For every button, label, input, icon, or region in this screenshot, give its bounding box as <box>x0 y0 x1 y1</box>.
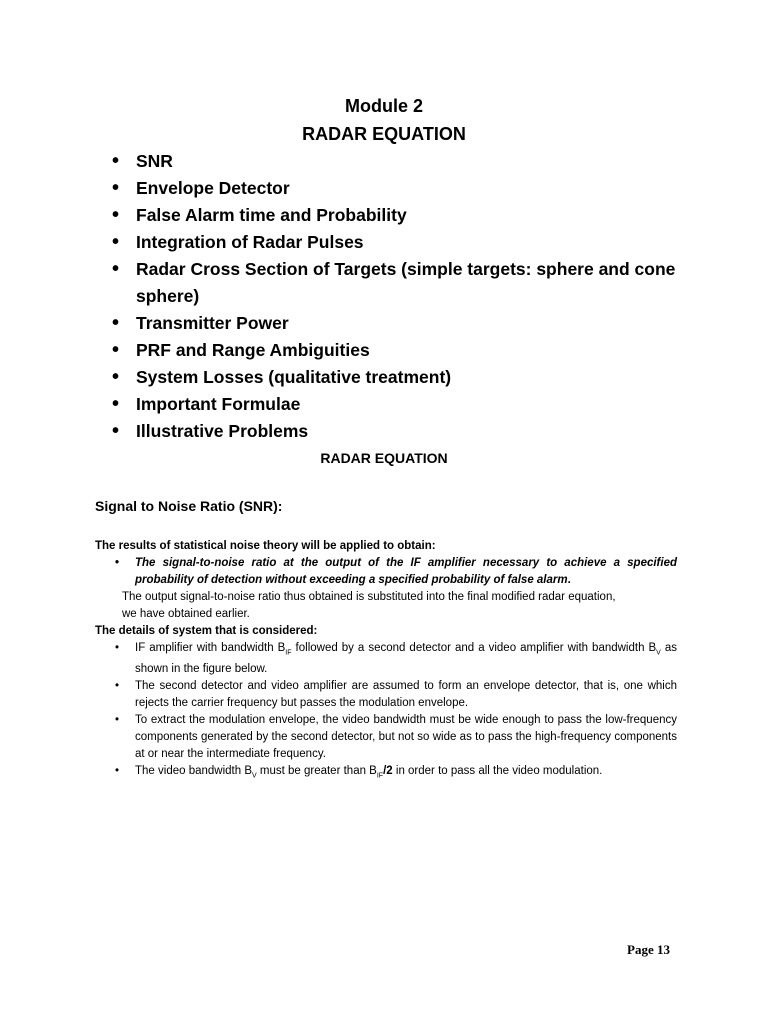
module-title: Module 2 <box>344 96 423 116</box>
objective-list <box>95 555 677 589</box>
d4-text-c: /2 <box>383 765 393 778</box>
details-item: • To extract the modulation envelope, the video bandwidth must be wide enough to pass the low-frequency components generated by the second detector, but not so wide as to pass the high-frequency components at or near the intermediate frequency. <box>95 712 677 763</box>
topic-item: • Radar Cross Section of Targets (simple targets: sphere and cone sphere) <box>112 256 692 310</box>
objective-period: . <box>567 574 571 586</box>
output-text-line1: The output signal-to-noise ratio thus obtained is substituted into the final modified radar equation, <box>122 591 616 603</box>
objective-text: The signal-to-noise ratio at the output of the IF amplifier necessary to achieve a specified probability of detection without exceeding a specified probability of false alarm <box>135 557 677 586</box>
topics-list <box>112 148 692 445</box>
output-text-line2: we have obtained earlier. <box>122 608 250 620</box>
d4-text-d: in order to pass all the video modulation. <box>392 765 603 778</box>
topic-item: • Integration of Radar Pulses <box>112 229 692 256</box>
topic-item: • False Alarm time and Probability <box>112 202 692 229</box>
objective-item <box>95 555 677 589</box>
details-item: • The second detector and video amplifier are assumed to form an envelope detector, that is, one which rejects the carrier frequency but passes the modulation envelope. <box>95 678 677 712</box>
d4-sub-if: IF <box>376 772 384 780</box>
topic-item: • SNR <box>112 148 692 175</box>
d4-sub-v: V <box>252 772 257 780</box>
topic-item: • Transmitter Power <box>112 310 692 337</box>
section-heading: RADAR EQUATION <box>320 450 448 466</box>
topic-item: • PRF and Range Ambiguities <box>112 337 692 364</box>
d1-sub-if: IF <box>285 649 292 657</box>
snr-heading: Signal to Noise Ratio (SNR): <box>95 498 283 514</box>
page-number: Page 13 <box>627 942 670 957</box>
d1-sub-v: V <box>656 649 661 657</box>
details-item <box>95 640 677 678</box>
d1-text-b: followed by a second detector and a video amplifier with bandwidth B <box>291 642 657 654</box>
d1-text-a: IF amplifier with bandwidth B <box>135 642 286 654</box>
details-item <box>95 763 677 784</box>
intro-text: The results of statistical noise theory will be applied to obtain: <box>95 540 436 552</box>
topic-item: • System Losses (qualitative treatment) <box>112 364 692 391</box>
chapter-title: RADAR EQUATION <box>302 124 466 144</box>
details-list <box>95 640 677 785</box>
d4-text-a: The video bandwidth B <box>135 765 252 778</box>
d4-text-b: must be greater than B <box>256 765 377 778</box>
snr-body <box>95 538 677 785</box>
topic-item: • Illustrative Problems <box>112 418 692 445</box>
topic-item: • Important Formulae <box>112 391 692 418</box>
details-heading: The details of system that is considered: <box>95 625 318 637</box>
topic-item: • Envelope Detector <box>112 175 692 202</box>
output-text <box>95 589 677 623</box>
d1-text-c: as shown in the figure below. <box>135 642 678 676</box>
